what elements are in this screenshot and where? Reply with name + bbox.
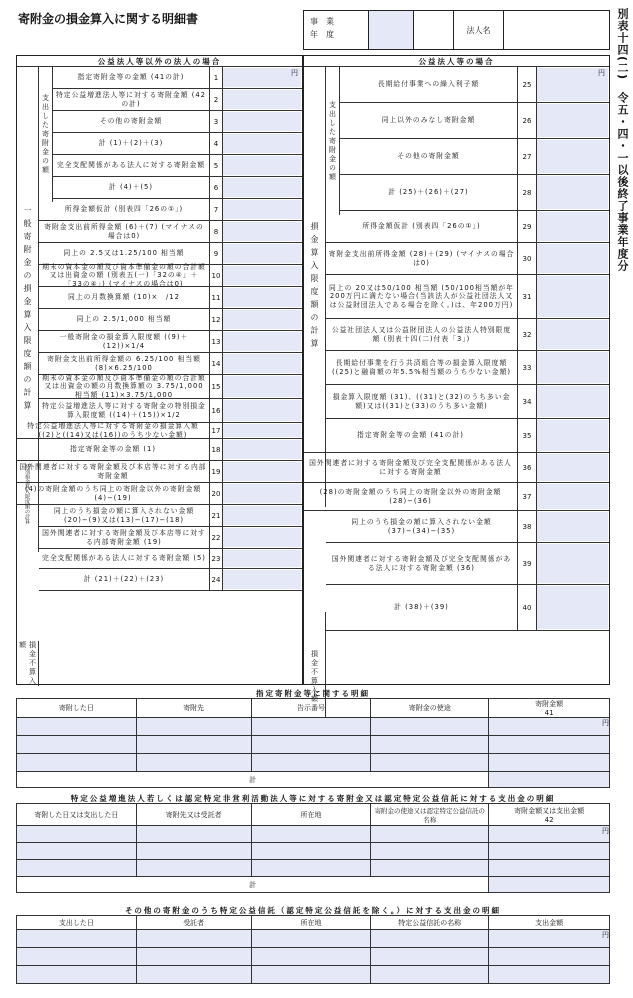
left-row	[17, 423, 302, 439]
sec2-cell[interactable]: 円	[489, 826, 610, 843]
left-sub2-label: 特別損金算入限度額の計算	[17, 436, 39, 552]
left-row-number: 13	[209, 331, 223, 352]
left-row-amount-input[interactable]	[223, 178, 301, 197]
sec1-cell[interactable]	[489, 736, 610, 754]
sec3-cell[interactable]	[371, 930, 489, 948]
left-row-number: 8	[209, 221, 223, 242]
left-row-number: 6	[209, 177, 223, 198]
left-row	[39, 331, 302, 353]
left-row	[39, 527, 302, 549]
left-row-label: 計 (4)＋(5)	[108, 183, 153, 192]
right-row-label: 損金算入限度額 (31)、((31)と(32)のうち多い金額)又は((31)と(33)のうち多い金額)	[332, 393, 511, 410]
sec2-col-addr: 所在地	[251, 804, 371, 826]
sec3-cell[interactable]	[251, 930, 371, 948]
right-row-amount-input[interactable]	[537, 352, 608, 383]
right-row	[340, 67, 609, 103]
left-yen-unit: 円	[291, 69, 298, 77]
sec3-col-trustee: 受託者	[136, 916, 251, 930]
right-row	[304, 453, 609, 483]
sec3-cell[interactable]	[136, 966, 251, 984]
left-row	[39, 353, 302, 375]
sec1-cell[interactable]	[136, 718, 251, 736]
left-row-label: 指定寄附金等の金額 (1)	[70, 445, 156, 454]
sec1-cell[interactable]: 円	[489, 718, 610, 736]
left-row-label: 完全支配関係がある法人に対する寄附金額 (5)	[42, 554, 206, 563]
right-row-amount-input[interactable]	[537, 104, 608, 137]
sec2-table	[16, 803, 610, 893]
left-row	[39, 199, 302, 221]
left-row	[53, 111, 302, 133]
sec1-total-label: 計	[17, 772, 489, 788]
left-row-number: 3	[209, 111, 223, 132]
sec2-col-amount-label: 寄附金額又は支出金額	[514, 806, 585, 815]
left-row-number: 2	[209, 89, 223, 110]
right-row-amount-input[interactable]	[537, 586, 608, 629]
jigyo-label: 事 業	[310, 17, 334, 26]
sec3-col-addr: 所在地	[251, 916, 371, 930]
sec3-cell[interactable]	[17, 966, 137, 984]
right-nonsan-label: 損金不算入額	[304, 612, 326, 741]
right-row-number: 26	[517, 103, 537, 138]
sec2-cell[interactable]	[17, 826, 137, 843]
right-row	[326, 275, 609, 319]
left-row-number: 10	[209, 265, 223, 286]
right-row-label: 同上のうち損金の額に算入されない金額 (37)−(34)−(35)	[351, 518, 492, 535]
left-row	[17, 461, 302, 483]
left-row-amount-input[interactable]	[223, 68, 301, 87]
right-row-label: 国外関連者に対する寄附金額及び完全支配関係がある法人に対する寄附金額 (36)	[331, 555, 512, 572]
left-main-label: 一般寄附金の損金算入限度額の計算	[17, 67, 39, 552]
sec1-cell[interactable]	[17, 736, 137, 754]
right-row-number: 34	[517, 385, 537, 418]
sec2-cell[interactable]	[251, 843, 371, 860]
nendo-label: 年 度	[310, 30, 334, 39]
left-row-amount-input[interactable]	[223, 266, 301, 285]
left-row-number: 12	[209, 309, 223, 330]
right-row-number: 39	[517, 543, 537, 584]
fiscal-year-input[interactable]	[369, 11, 414, 49]
sec2-cell[interactable]	[136, 860, 251, 877]
sec3-cell[interactable]	[136, 930, 251, 948]
left-row-number: 1	[209, 67, 223, 88]
right-row-amount-input[interactable]	[537, 512, 608, 541]
left-row-label: 寄附金支出前所得金額の 6.25/100 相当額 (8)×6.25/100	[47, 355, 201, 372]
left-row-amount-input[interactable]	[223, 506, 301, 525]
left-row	[39, 287, 302, 309]
right-row-label: その他の寄附金額	[397, 152, 460, 161]
right-row	[304, 483, 609, 511]
left-row-label: 特定公益増進法人等に対する寄附金の特別損金算入限度額 ((14)＋(15))×1/2	[42, 402, 206, 419]
left-row-amount-input[interactable]	[223, 134, 301, 153]
left-row-amount-input[interactable]	[223, 400, 301, 421]
left-row-number: 20	[209, 483, 223, 504]
right-row-label: 長期給付事業を行う共済組合等の損金算入限度額 ((25)と融資額の年5.5%相当額のうち少ない金額)	[331, 359, 512, 376]
right-row-number: 25	[517, 67, 537, 102]
sec2-cell[interactable]	[251, 826, 371, 843]
right-row-amount-input[interactable]	[537, 320, 608, 349]
left-row	[39, 265, 302, 287]
right-row	[326, 385, 609, 419]
left-row-number: 16	[209, 399, 223, 422]
right-row-label: 計 (38)＋(39)	[394, 603, 449, 612]
sec1-cell[interactable]	[136, 754, 251, 772]
sec3-cell[interactable]: 円	[489, 930, 610, 948]
left-row-label: 一般寄附金の損金算入限度額 ((9)＋(12))×1/4	[59, 333, 189, 350]
right-row-amount-input[interactable]	[537, 140, 608, 173]
right-row-label: 計 (25)＋(26)＋(27)	[388, 188, 469, 197]
right-sub1-label: 支出した寄附金の額	[326, 67, 340, 215]
right-row-amount-input[interactable]	[537, 276, 608, 317]
left-row-number: 4	[209, 133, 223, 154]
sec1-col-amount	[489, 699, 610, 718]
left-section-title: 公益法人等以外の法人の場合	[17, 56, 302, 67]
left-row	[39, 221, 302, 243]
sec3-col-amount: 支出金額	[489, 916, 610, 930]
left-panel	[16, 55, 303, 685]
right-row-amount-input[interactable]	[537, 454, 608, 481]
left-row	[53, 133, 302, 155]
right-row-label: 指定寄附金等の金額 (41の計)	[357, 431, 464, 440]
left-row	[39, 569, 302, 591]
sec2-cell[interactable]	[17, 843, 137, 860]
right-row	[326, 211, 609, 243]
sec3-cell[interactable]	[136, 948, 251, 966]
left-row-amount-input[interactable]	[223, 570, 301, 589]
sec3-col-trust: 特定公益信託の名称	[371, 916, 489, 930]
left-row-amount-input[interactable]	[223, 112, 301, 131]
sec1-cell[interactable]	[371, 754, 489, 772]
sec1-cell[interactable]	[371, 736, 489, 754]
right-row-amount-input[interactable]	[537, 176, 608, 209]
sec1-cell[interactable]	[251, 754, 371, 772]
right-row-number: 38	[517, 511, 537, 542]
sec2-cell[interactable]	[136, 843, 251, 860]
left-row-label: 期末の資本金の額及び資本準備金の額の合計額又は出資金の額 (別表五(一)「32の④」＋「33の④」) (マイナスの場合は0)	[42, 263, 206, 288]
right-row	[340, 139, 609, 175]
right-row-amount-input[interactable]	[537, 386, 608, 417]
left-row-label: 所得金額仮計 (別表四「26の①」)	[64, 205, 184, 214]
left-row	[17, 483, 302, 505]
left-row-number: 21	[209, 505, 223, 526]
sec1-title: 指定寄附金等に関する明細	[256, 689, 370, 698]
right-row	[340, 103, 609, 139]
left-row-label: 特定公益増進法人等に対する寄附金の損金算入額 ((2)と((14)又は(16))のうち少ない金額)	[27, 422, 199, 439]
right-row-label: 同上以外のみなし寄附金額	[381, 116, 476, 125]
left-row-label: 計 (1)＋(2)＋(3)	[98, 139, 164, 148]
sec2-col-dest: 寄附先又は受託者	[136, 804, 251, 826]
sec2-cell[interactable]	[371, 860, 489, 877]
right-row	[326, 511, 609, 543]
hojin-label: 法人名	[454, 11, 504, 49]
left-row-label: 完全支配関係がある法人に対する寄附金額	[56, 161, 206, 170]
right-row-number: 32	[517, 319, 537, 350]
left-row-number: 11	[209, 287, 223, 308]
left-row-label: 同上の月数換算額 (10)× /12	[68, 293, 180, 302]
sec2-col-amount	[489, 804, 610, 826]
sec2-cell[interactable]	[251, 860, 371, 877]
left-row-number: 5	[209, 155, 223, 176]
right-row-label: (28)の寄附金額のうち同上の寄附金以外の寄附金額 (28)−(36)	[319, 488, 502, 505]
sec2-cell[interactable]	[371, 826, 489, 843]
sec2-total-cell[interactable]	[489, 877, 610, 893]
right-row	[326, 543, 609, 585]
sec1-col-use: 寄附金の使途	[371, 699, 489, 718]
right-row	[326, 351, 609, 385]
right-row-number: 36	[517, 453, 537, 482]
right-yen-unit: 円	[598, 69, 605, 77]
sec1-total-cell[interactable]	[489, 772, 610, 788]
left-row-amount-input[interactable]	[223, 90, 301, 109]
right-row-number: 29	[517, 211, 537, 242]
sec1-cell[interactable]	[371, 718, 489, 736]
left-row-label: 計 (21)＋(22)＋(23)	[83, 575, 165, 584]
sec3-cell[interactable]	[17, 948, 137, 966]
sec2-cell[interactable]	[17, 860, 137, 877]
left-row	[39, 309, 302, 331]
left-row-amount-input[interactable]	[223, 440, 301, 459]
sec3-cell[interactable]	[489, 966, 610, 984]
right-row-number: 37	[517, 483, 537, 510]
left-row-amount-input[interactable]	[223, 332, 301, 351]
sec3-cell[interactable]	[371, 966, 489, 984]
sec2-total-label: 計	[17, 877, 489, 893]
right-row-amount-input[interactable]	[537, 420, 608, 451]
right-row-label: 寄附金支出前所得金額 (28)＋(29) (マイナスの場合は0)	[328, 250, 515, 267]
form-code-label: 別表十四(二) 令五・四・一以後終了事業年度分	[616, 8, 629, 273]
sec2-title: 特定公益増進法人若しくは認定特定非営利活動法人等に対する寄附金又は認定特定公益信託に対する支出金の明細	[70, 794, 556, 803]
right-row-label: 長期給付事業への繰入利子額	[377, 80, 480, 89]
sec3-cell[interactable]	[489, 948, 610, 966]
left-row	[39, 549, 302, 569]
left-row-number: 15	[209, 375, 223, 398]
right-row	[326, 243, 609, 275]
left-row-number: 9	[209, 243, 223, 264]
sec1-cell[interactable]	[489, 754, 610, 772]
left-row-label: 同上の 2.5又は1.25/100 相当額	[63, 249, 185, 258]
left-row-label: 指定寄附金等の金額 (41の計)	[77, 73, 185, 82]
right-row-amount-input[interactable]	[537, 544, 608, 583]
left-row-label: 同上のうち損金の額に算入されない金額 (20)−(9)又は(13)−(17)−(18)	[53, 507, 195, 524]
left-row	[39, 243, 302, 265]
right-row-amount-input[interactable]	[537, 484, 608, 509]
left-nonsan-label: 損金不算入額	[17, 641, 39, 686]
header-box	[303, 10, 610, 50]
page-title: 寄附金の損金算入に関する明細書	[18, 12, 199, 26]
left-row-number: 23	[209, 549, 223, 568]
sec1-col-date: 寄附した日	[17, 699, 137, 718]
left-row	[53, 89, 302, 111]
right-row	[340, 175, 609, 211]
left-row-label: 国外関連者に対する寄附金額及び本店等に対する内部寄附金額	[19, 463, 207, 480]
right-row-number: 31	[517, 275, 537, 318]
left-row-amount-input[interactable]	[223, 310, 301, 329]
right-row-number: 40	[517, 585, 537, 630]
left-row	[53, 155, 302, 177]
left-row-amount-input[interactable]	[223, 244, 301, 263]
left-row-number: 18	[209, 439, 223, 460]
left-sub1-label: 支出した寄附金の額	[39, 67, 53, 202]
sec3-cell[interactable]	[371, 948, 489, 966]
sec3-cell[interactable]	[251, 948, 371, 966]
left-row	[39, 505, 302, 527]
right-row	[326, 319, 609, 351]
right-row-number: 28	[517, 175, 537, 210]
left-row-amount-input[interactable]	[223, 376, 301, 397]
left-row-amount-input[interactable]	[223, 484, 301, 503]
sec1-cell[interactable]	[251, 718, 371, 736]
sec1-cell[interactable]	[251, 736, 371, 754]
right-row-amount-input[interactable]	[537, 244, 608, 273]
left-row-label: (4)の寄附金額のうち同上の寄附金以外の寄附金額 (4)−(19)	[24, 485, 202, 502]
right-row-number: 27	[517, 139, 537, 174]
right-row-label: 同上の 20又は50/100 相当額 (50/100相当額が年200万円に満たない場合(当該法人が公益社団法人又は公益財団法人である場合を除く。)は、年200万円)	[329, 284, 514, 309]
right-row-label: 公益社団法人又は公益財団法人の公益法人特別限度額 (別表十四(二)付表「3」)	[331, 326, 512, 343]
sec1-cell[interactable]	[136, 736, 251, 754]
left-row	[39, 399, 302, 423]
sec1-col-amount-label: 寄附金額	[535, 700, 564, 708]
left-row-number: 17	[209, 423, 223, 438]
sec3-table	[16, 915, 610, 984]
left-row	[17, 439, 302, 461]
right-row-number: 33	[517, 351, 537, 384]
right-section-title: 公益法人等の場合	[304, 56, 609, 67]
right-row-number: 30	[517, 243, 537, 274]
right-row-amount-input[interactable]	[537, 212, 608, 241]
left-row-amount-input[interactable]	[223, 462, 301, 481]
left-row-amount-input[interactable]	[223, 156, 301, 175]
sec2-col-use: 寄附金の使途又は認定特定公益信託の名称	[371, 804, 489, 826]
left-row-number: 22	[209, 527, 223, 548]
corp-name-input[interactable]	[504, 11, 609, 49]
right-row	[304, 419, 609, 453]
left-row-amount-input[interactable]	[223, 222, 301, 241]
left-row-label: 同上の 2.5/1,000 相当額	[76, 315, 172, 324]
left-row-label: その他の寄附金額	[99, 117, 163, 126]
sec1-col-dest: 寄附先	[136, 699, 251, 718]
sec1-col-num: 41	[544, 709, 554, 717]
left-row-amount-input[interactable]	[223, 424, 301, 437]
left-row	[53, 67, 302, 89]
sec1-cell[interactable]	[17, 754, 137, 772]
sec3-title: その他の寄附金のうち特定公益信託（認定特定公益信託を除く。）に対する支出金の明細	[124, 906, 502, 915]
sec3-cell[interactable]	[17, 930, 137, 948]
left-row-label: 特定公益増進法人等に対する寄附金額 (42の計)	[55, 91, 206, 108]
sec1-cell[interactable]	[17, 718, 137, 736]
left-row-amount-input[interactable]	[223, 354, 301, 373]
right-row-label: 国外関連者に対する寄附金額及び完全支配関係がある法人に対する寄附金額	[309, 459, 512, 476]
left-row-amount-input[interactable]	[223, 550, 301, 567]
left-row-amount-input[interactable]	[223, 288, 301, 307]
left-row-amount-input[interactable]	[223, 200, 301, 219]
sec1-col-notice: 告示番号	[251, 699, 371, 718]
right-main-label: 損金算入限度額の計算	[304, 67, 326, 507]
right-row-label: 所得金額仮計 (別表四「26の①」)	[362, 222, 481, 231]
sec2-cell[interactable]	[371, 843, 489, 860]
left-row-number: 19	[209, 461, 223, 482]
left-row-number: 7	[209, 199, 223, 220]
sec3-col-date: 支出した日	[17, 916, 137, 930]
sec2-cell[interactable]	[489, 860, 610, 877]
left-row-label: 期末の資本金の額及び資本準備金の額の合計額又は出資金の額の月数換算額の 3.75/1,000 相当額 (11)×3.75/1,000	[42, 374, 206, 399]
sec2-cell[interactable]	[489, 843, 610, 860]
left-row-amount-input[interactable]	[223, 528, 301, 547]
sec2-col-date: 寄附した日又は支出した日	[17, 804, 137, 826]
sec2-cell[interactable]	[136, 826, 251, 843]
sec3-cell[interactable]	[251, 966, 371, 984]
left-row	[53, 177, 302, 199]
left-row-number: 14	[209, 353, 223, 374]
sec2-col-num: 42	[544, 815, 554, 824]
left-row-number: 24	[209, 569, 223, 590]
right-row-number: 35	[517, 419, 537, 452]
sec1-table	[16, 698, 610, 788]
left-row	[39, 375, 302, 399]
left-row-label: 寄附金支出前所得金額 (6)＋(7) (マイナスの場合は0)	[44, 223, 204, 240]
left-row-label: 国外関連者に対する寄附金額及び本店等に対する内部寄附金額 (19)	[42, 529, 206, 546]
right-row	[326, 585, 609, 631]
